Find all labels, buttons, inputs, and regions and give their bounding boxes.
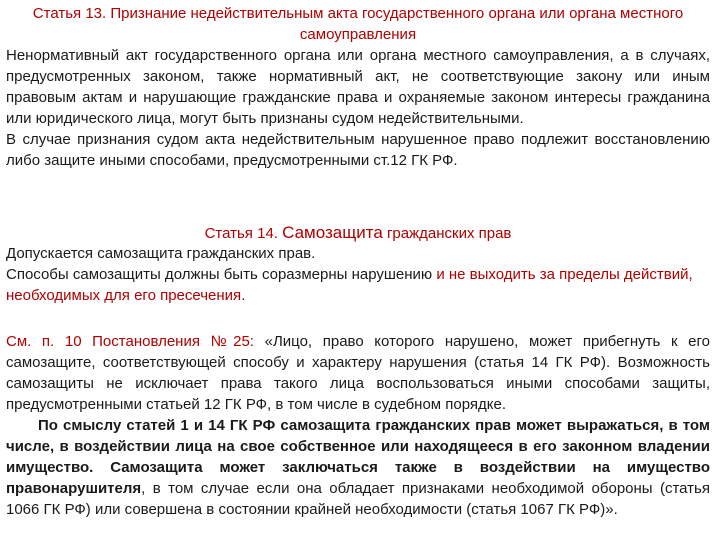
- resolution-block: [6, 331, 710, 520]
- article14-heading-keyword: Самозащита: [282, 223, 383, 242]
- article14-heading: [6, 222, 710, 244]
- article14-paragraph-2-highlight: и не выходить за пределы действий, необходимых для его пресечения: [6, 266, 693, 304]
- article13-heading: Статья 13. Признание недействительным акта государственного органа или органа местного самоуправления: [32, 5, 684, 43]
- article14-paragraph-2-main: Способы самозащиты должны быть соразмерны нарушению: [6, 266, 433, 283]
- article14-paragraph-2: [6, 264, 710, 306]
- article13-heading-block: [6, 3, 710, 45]
- article14-heading-prefix: Статья 14.: [204, 225, 283, 242]
- resolution-bold-text: По смыслу статей 1 и 14 ГК РФ самозащита гражданских прав может выражаться, в том числе, в воздействии лица на свое собственное или находящееся в его законном владении имущество. Самозащита может заключаться также в воздействии на имущество правонарушителя: [6, 417, 710, 497]
- article13-paragraph-1: Ненормативный акт государственного органа или органа местного самоуправления, а в случаях, предусмотренных законом, также нормативный акт, не соответствующие закону или иным правовым актам и нарушающие гражданские права и охраняемые законом интересы гражданина или юридического лица, могут быть признаны судом недействительными.: [6, 47, 710, 127]
- resolution-quote: «Лицо, право которого нарушено, может прибегнуть к его самозащите, соответствующей способу и характеру нарушения (статья 14 ГК РФ). Возможность самозащиты не исключает права такого лица воспользоваться иными способами защиты, предусмотренными статьей 12 ГК РФ, в том числе в судебном порядке.: [6, 333, 711, 413]
- resolution-bold-paragraph: [6, 415, 710, 520]
- resolution-paragraph: [6, 331, 710, 415]
- resolution-tail: , в том случае если она обладает признаками необходимой обороны (статья 1066 ГК РФ) или совершена в состоянии крайней необходимости (статья 1067 ГК РФ)».: [6, 480, 710, 518]
- resolution-reference: См. п. 10 Постановления №25:: [6, 333, 254, 350]
- article13-body: [6, 45, 710, 171]
- article14-body: [6, 243, 710, 306]
- article14-paragraph-2-end: .: [241, 287, 246, 304]
- article14-heading-suffix: гражданских прав: [382, 225, 512, 242]
- article13-paragraph-2: В случае признания судом акта недействительным нарушенное право подлежит восстановлению либо защите иными способами, предусмотренными ст.12 ГК РФ.: [6, 131, 710, 169]
- article14-paragraph-1: Допускается самозащита гражданских прав.: [6, 245, 316, 262]
